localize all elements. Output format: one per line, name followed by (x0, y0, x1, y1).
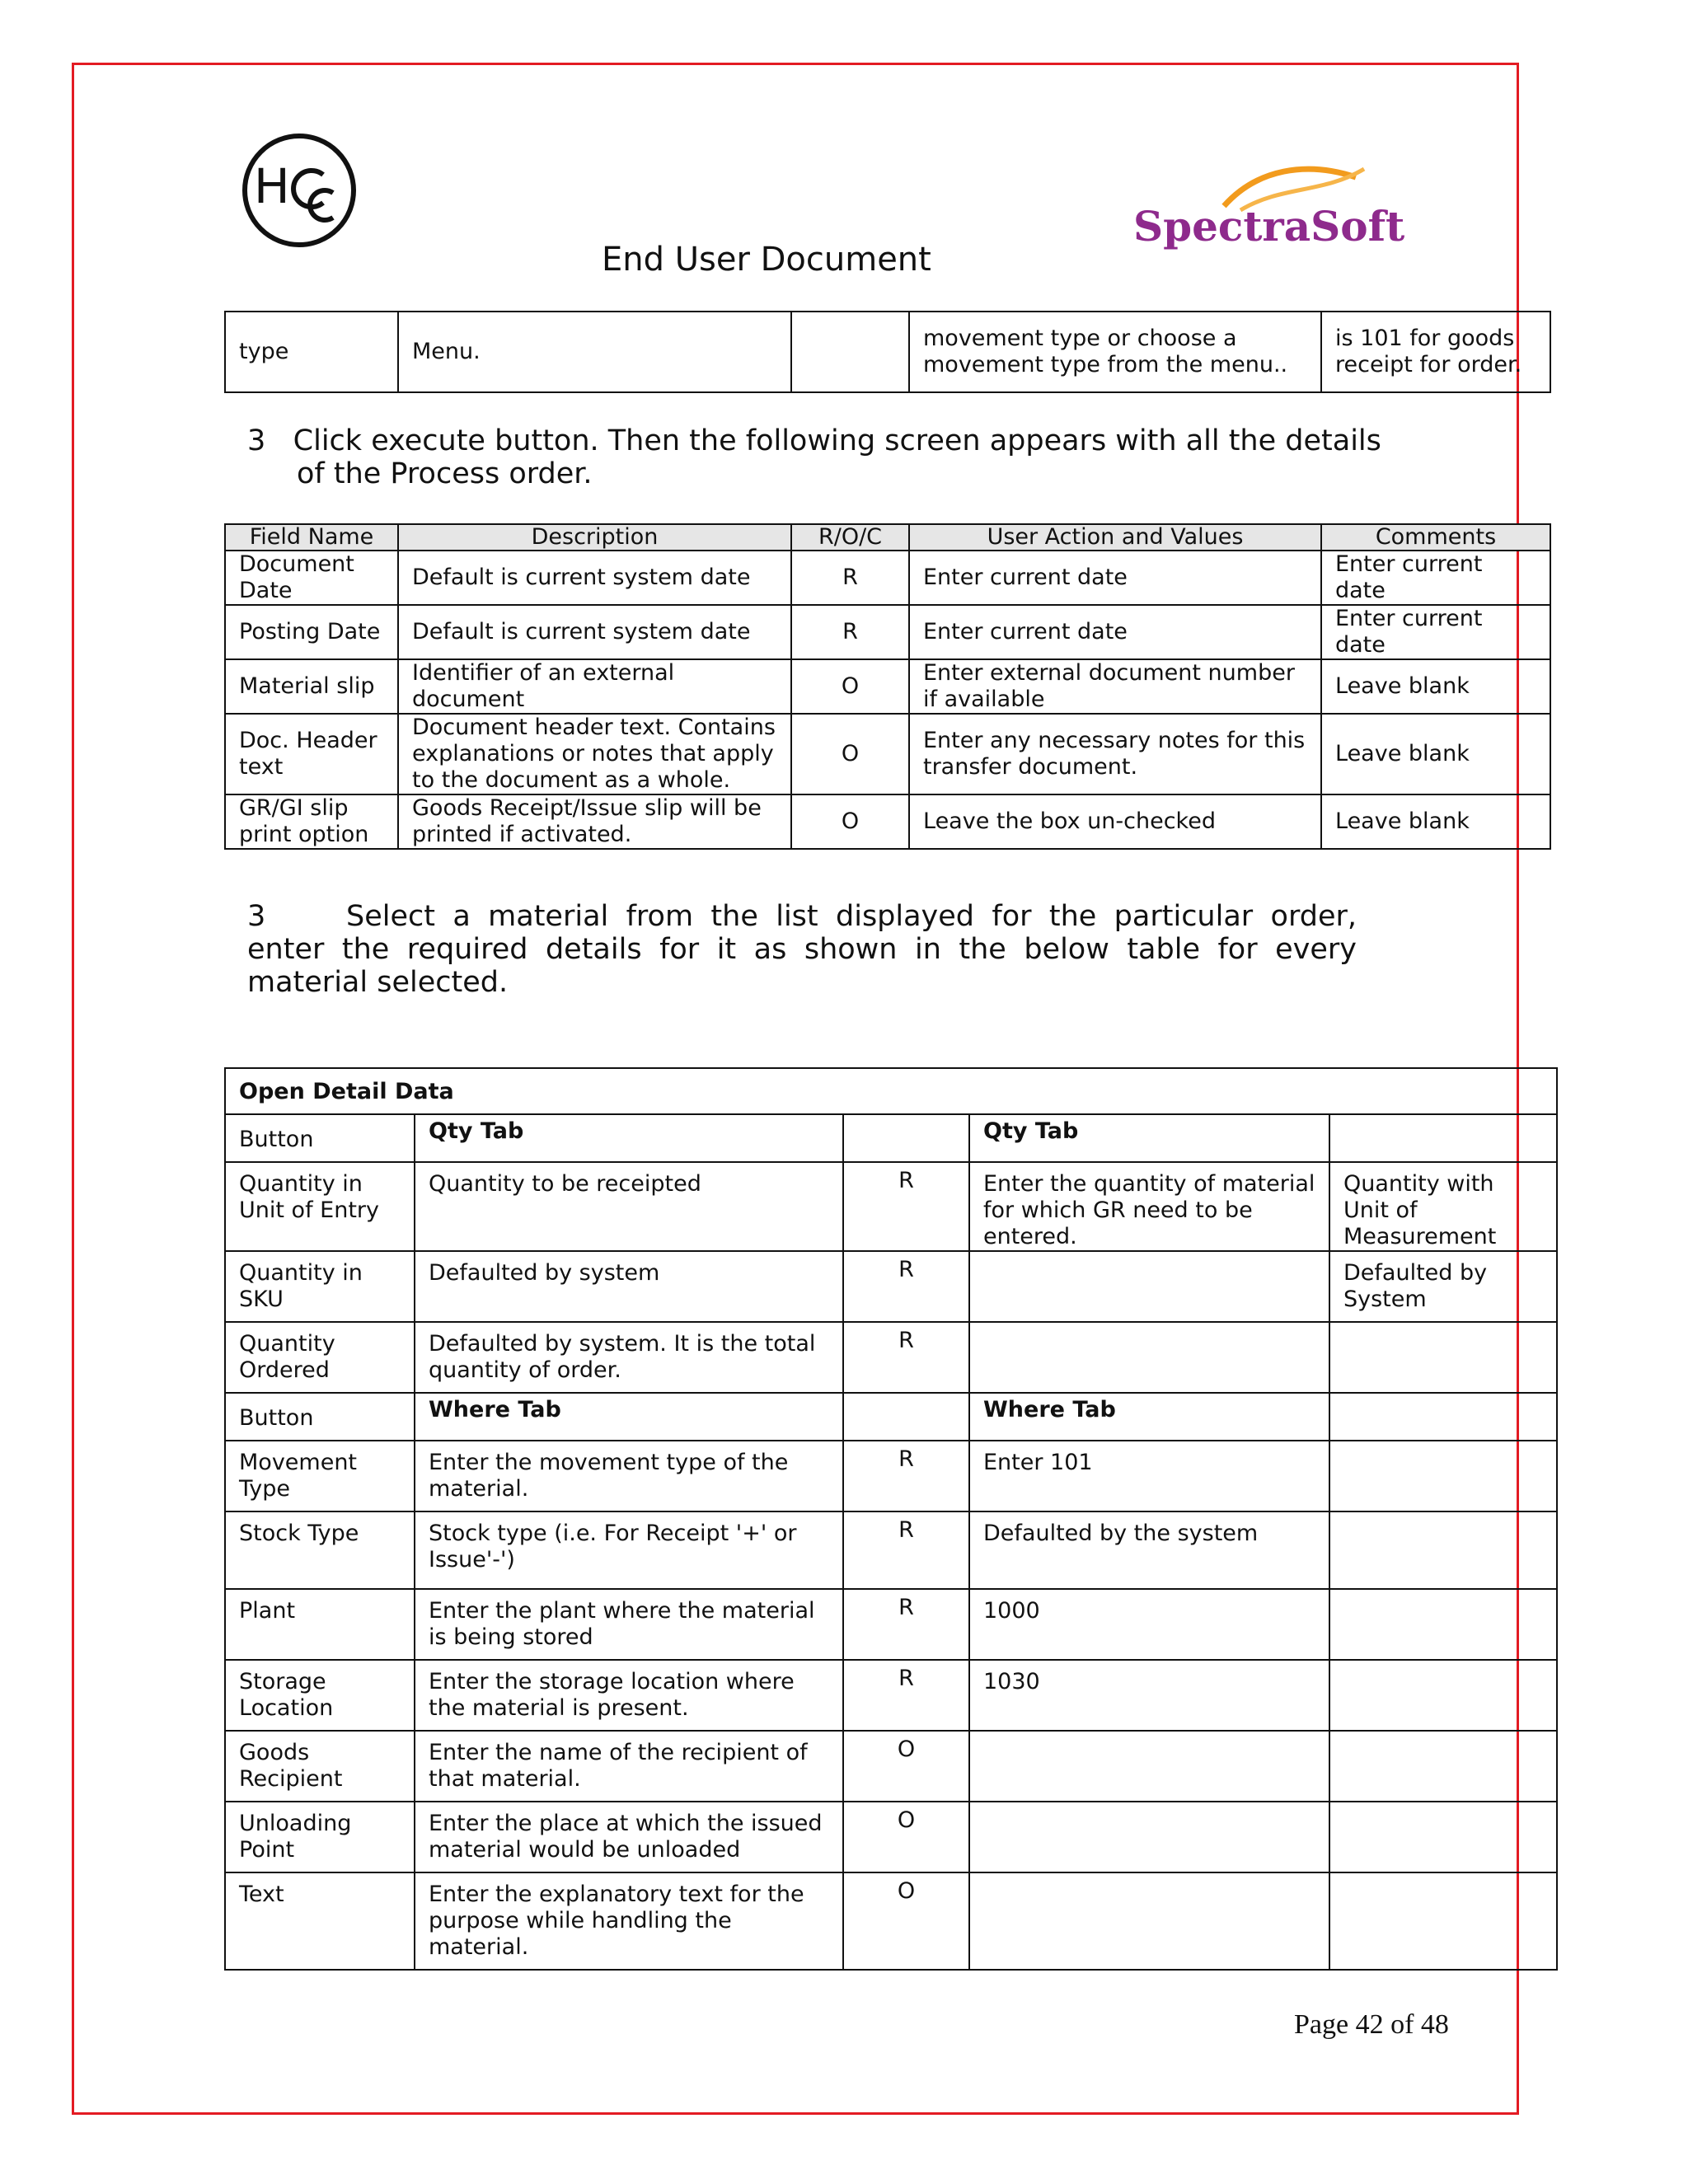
table-row (225, 659, 1550, 714)
cell: Enter current date (1321, 605, 1550, 659)
cell: Material slip (225, 659, 398, 714)
cell: Quantity Ordered (225, 1322, 415, 1393)
cell: 1000 (969, 1589, 1329, 1660)
cell: O (843, 1872, 969, 1970)
cell: Leave blank (1321, 659, 1550, 714)
cell: Plant (225, 1589, 415, 1660)
cell: Button (225, 1393, 415, 1441)
cell: Enter the quantity of material for which GR need to be entered. (969, 1162, 1329, 1251)
cell: Default is current system date (398, 551, 791, 605)
cell: O (843, 1731, 969, 1802)
cell: Document Date (225, 551, 398, 605)
table-row (225, 551, 1550, 605)
cell: Enter the name of the recipient of that material. (415, 1731, 843, 1802)
cell: Default is current system date (398, 605, 791, 659)
cell: Identifier of an external document (398, 659, 791, 714)
cell: Goods Recipient (225, 1731, 415, 1802)
cell (843, 1114, 969, 1162)
open-detail-table (224, 1067, 1558, 1971)
table-row (225, 1589, 1557, 1660)
cell: Text (225, 1872, 415, 1970)
cell: Enter the place at which the issued material would be unloaded (415, 1802, 843, 1872)
svg-text:H: H (254, 158, 290, 214)
cell (1329, 1589, 1557, 1660)
cell: is 101 for goods receipt for order. (1321, 312, 1550, 392)
table-row (225, 1393, 1557, 1441)
cell: 1030 (969, 1660, 1329, 1731)
cell (969, 1731, 1329, 1802)
cell: R (791, 605, 909, 659)
cell: Enter current date (909, 605, 1321, 659)
cell: O (791, 659, 909, 714)
table-row (225, 1441, 1557, 1511)
cell: Document header text. Contains explanations or notes that apply to the document as a whole. (398, 714, 791, 794)
header-fields-table (224, 523, 1551, 850)
cell: R (843, 1251, 969, 1322)
page-number: Page 42 of 48 (1294, 2009, 1449, 2040)
cell: R (843, 1511, 969, 1589)
cell: Defaulted by the system (969, 1511, 1329, 1589)
cell: R (843, 1660, 969, 1731)
step-text-line1: Click execute button. Then the following screen appears with all the details (293, 424, 1381, 457)
cell (1329, 1393, 1557, 1441)
cell: Qty Tab (415, 1114, 843, 1162)
cell: Stock Type (225, 1511, 415, 1589)
table-title: Open Detail Data (225, 1068, 1557, 1114)
cell: Doc. Header text (225, 714, 398, 794)
cell: Enter the explanatory text for the purpose while handling the material. (415, 1872, 843, 1970)
cell (1329, 1802, 1557, 1872)
cell (791, 312, 909, 392)
cell: movement type or choose a movement type from the menu.. (909, 312, 1321, 392)
table-header-row (225, 524, 1550, 551)
cell (969, 1251, 1329, 1322)
table-row (225, 1114, 1557, 1162)
cell: Menu. (398, 312, 791, 392)
cell: Quantity in Unit of Entry (225, 1162, 415, 1251)
cell (1329, 1322, 1557, 1393)
cell: Leave blank (1321, 794, 1550, 849)
table-title-row (225, 1068, 1557, 1114)
table-row (225, 1162, 1557, 1251)
cell: Goods Receipt/Issue slip will be printed if activated. (398, 794, 791, 849)
step-instruction (247, 424, 1401, 490)
brand-name: SpectraSoft (1133, 202, 1405, 251)
cell: type (225, 312, 398, 392)
table-row (225, 714, 1550, 794)
column-header: Comments (1321, 524, 1550, 551)
cell: Enter external document number if available (909, 659, 1321, 714)
cell: Enter the movement type of the material. (415, 1441, 843, 1511)
hcc-logo (241, 132, 358, 249)
cell: Enter current date (1321, 551, 1550, 605)
cell: Enter any necessary notes for this transfer document. (909, 714, 1321, 794)
cell (1329, 1731, 1557, 1802)
column-header: Field Name (225, 524, 398, 551)
cell: R (843, 1441, 969, 1511)
table-row (225, 1251, 1557, 1322)
cell: Quantity with Unit of Measurement (1329, 1162, 1557, 1251)
step-number: 3 (247, 424, 266, 457)
step-text-line2: of the Process order. (297, 457, 593, 490)
table-row (225, 794, 1550, 849)
cell: Storage Location (225, 1660, 415, 1731)
column-header: Description (398, 524, 791, 551)
table-row (225, 1802, 1557, 1872)
cell: Enter the storage location where the material is present. (415, 1660, 843, 1731)
cell: Movement Type (225, 1441, 415, 1511)
cell: Where Tab (969, 1393, 1329, 1441)
cell: Stock type (i.e. For Receipt '+' or Issue'-') (415, 1511, 843, 1589)
table-row (225, 1872, 1557, 1970)
cell (969, 1322, 1329, 1393)
cell (1329, 1660, 1557, 1731)
cell (1329, 1114, 1557, 1162)
table-row (225, 1660, 1557, 1731)
cell: Where Tab (415, 1393, 843, 1441)
cell (1329, 1511, 1557, 1589)
cell: R (843, 1162, 969, 1251)
step-instruction-2 (247, 900, 1357, 999)
table-row (225, 1731, 1557, 1802)
cell: Qty Tab (969, 1114, 1329, 1162)
cell: Enter 101 (969, 1441, 1329, 1511)
cell: R (843, 1589, 969, 1660)
table-row (225, 312, 1550, 392)
step-number: 3 (247, 900, 266, 933)
cell (969, 1872, 1329, 1970)
cell (1329, 1872, 1557, 1970)
page-title: End User Document (602, 241, 931, 279)
cell: Button (225, 1114, 415, 1162)
cell (1329, 1441, 1557, 1511)
step-text: Select a material from the list displayed for the particular order, enter the required details for it as shown in the below table for every material selected. (247, 900, 1357, 999)
cell: R (843, 1322, 969, 1393)
column-header: User Action and Values (909, 524, 1321, 551)
cell: Leave the box un-checked (909, 794, 1321, 849)
cell: O (843, 1802, 969, 1872)
cell: GR/GI slip print option (225, 794, 398, 849)
cell (969, 1802, 1329, 1872)
spectrasoft-logo (1133, 161, 1405, 260)
table-row (225, 1322, 1557, 1393)
cell: Defaulted by system (415, 1251, 843, 1322)
cell: Defaulted by system. It is the total quantity of order. (415, 1322, 843, 1393)
cell: O (791, 794, 909, 849)
cell: Quantity in SKU (225, 1251, 415, 1322)
cell: R (791, 551, 909, 605)
cell: Unloading Point (225, 1802, 415, 1872)
cell: Enter current date (909, 551, 1321, 605)
cell (843, 1393, 969, 1441)
table-row (225, 605, 1550, 659)
continuation-table (224, 311, 1551, 393)
cell: O (791, 714, 909, 794)
table-row (225, 1511, 1557, 1589)
cell: Quantity to be receipted (415, 1162, 843, 1251)
column-header: R/O/C (791, 524, 909, 551)
cell: Leave blank (1321, 714, 1550, 794)
cell: Defaulted by System (1329, 1251, 1557, 1322)
cell: Posting Date (225, 605, 398, 659)
cell: Enter the plant where the material is being stored (415, 1589, 843, 1660)
